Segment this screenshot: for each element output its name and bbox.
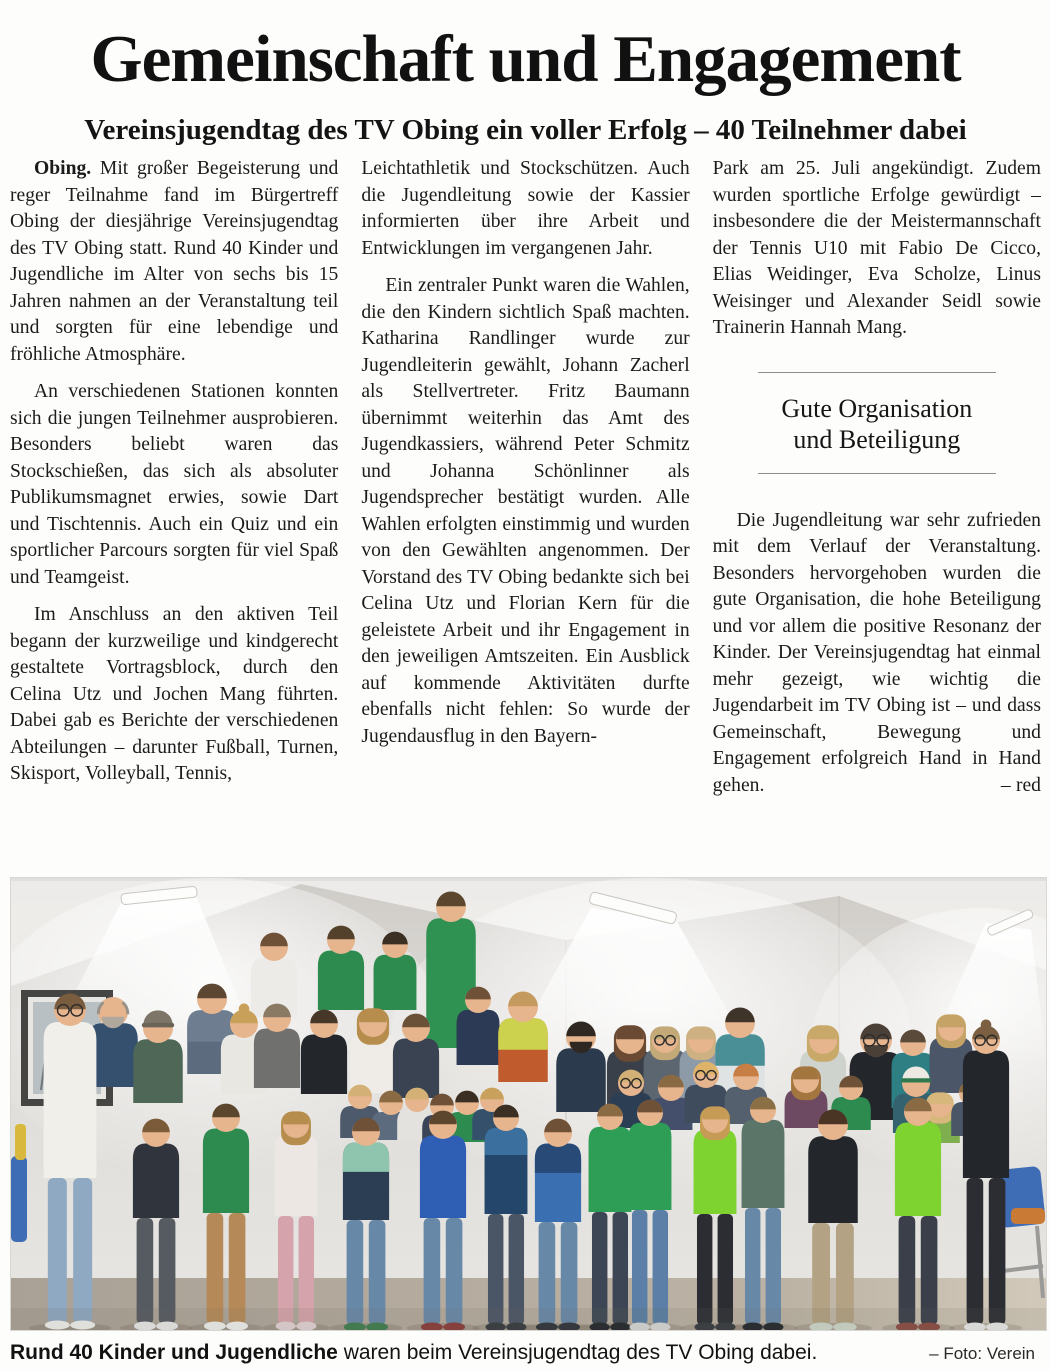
group-photo-illustration [11,878,1046,1330]
paragraph-text: Die Jugendleitung war sehr zufrieden mit dem Verlauf der Veranstaltung. Besonders hervorgehoben wurden die gute Organisation, die hohe Beteiligung und vor allem die positive Resonanz der Kinder. Der Vereinsjugendtag hat einmal mehr gezeigt, wie wichtig die Jugendarbeit im TV Obing ist – und dass Gemeinschaft, Bewegung und Engagement erfolgreich Hand in Hand gehen. [712,509,1041,796]
paragraph [10,156,338,368]
photo-caption [10,1340,1041,1366]
photo-credit: – Foto: Verein [929,1344,1035,1363]
photo-vignette [11,1308,1046,1330]
paragraph: Ein zentraler Punkt waren die Wahlen, die den Kindern sichtlich Spaß machten. Katharina Randlinger wurde zur Jugendleiterin gewählt, Johann Zacherl als Stellvertreter. Fritz Baumann übernimmt weiterhin das Amt des Jugendkassiers, während Peter Schmitz und Johanna Schönlinner als Jugendsprecher bestätigt wurden. Alle Wahlen erfolgten einstimmig und wurden von den Gewählten angenommen. Der Vorstand des TV Obing bedankte sich bei Celina Utz und Florian Kern für die geleistete Arbeit und ihr Engagement in den jeweiligen Amtszeiten. Ein Ausblick auf kommende Aktivitäten durfte ebenfalls nicht fehlen: So wurde der Jugendausflug in den Bayern- [361,275,690,747]
dateline: Obing. [34,158,92,179]
article-column-1 [10,156,338,868]
paragraph: Park am 25. Juli angekündigt. Zudem wurden sportliche Erfolge gewürdigt – insbesondere die der Meistermannschaft der Tennis U10 mit Fabio De Cicco, Elias Weidinger, Eva Scholze, Linus Weisinger und Alexander Seidl sowie Trainerin Hannah Mang. [712,158,1041,338]
caption-lead: Rund 40 Kinder und Jugendliche [10,1341,338,1364]
paragraph [713,508,1041,800]
crosshead-line-1: Gute Organisation [781,393,973,423]
crosshead-heading [758,373,996,473]
paragraph: An verschiedenen Stationen konnten sich die jungen Teilnehmer ausprobieren. Besonders beliebt waren das Stockschießen, das sich als absoluter Publikumsmagnet erwies, sowie Dart und Tischtennis. Auch ein Quiz und ein sportlicher Parcours sorgten für viel Spaß und Teamgeist. [10,381,339,588]
paragraph: Leichtathletik und Stockschützen. Auch die Jugendleitung sowie der Kassier informierten über ihre Arbeit und Entwicklungen im vergangenen Jahr. [361,158,690,259]
crosshead-block [758,372,996,474]
author-signoff: – red [1000,774,1041,796]
caption-text [10,1340,817,1366]
paragraph: Im Anschluss an den aktiven Teil begann der kurzweilige und kindgerecht gestaltete Vortragsblock, durch den Celina Utz und Jochen Mang führten. Dabei gab es Berichte der verschiedenen Abteilungen – darunter Fußball, Turnen, Skisport, Volleyball, Tennis, [10,604,339,784]
article-headline: Gemeinschaft und Engagement [90,22,961,96]
caption-rest: waren beim Vereinsjugendtag des TV Obing dabei. [337,1341,818,1364]
article-column-3 [713,156,1041,868]
crosshead-rule-bottom [758,473,996,474]
paragraph-text: Mit großer Begeisterung und reger Teilnahme fand im Bürgertreff Obing der diesjährige Vereinsjugendtag des TV Obing statt. Rund 40 Kinder und Jugendliche im Alter von sechs bis 15 Jahren nahmen an der Veranstaltung teil und sorgten für eine lebendige und fröhliche Atmosphäre. [10,158,339,365]
crosshead-line-2: und Beteiligung [793,424,961,454]
article-photo [10,877,1047,1331]
article-subheadline: Vereinsjugendtag des TV Obing ein voller Erfolg – 40 Teilnehmer dabei [84,114,967,146]
article-body [10,156,1041,868]
article-column-2 [361,156,689,868]
